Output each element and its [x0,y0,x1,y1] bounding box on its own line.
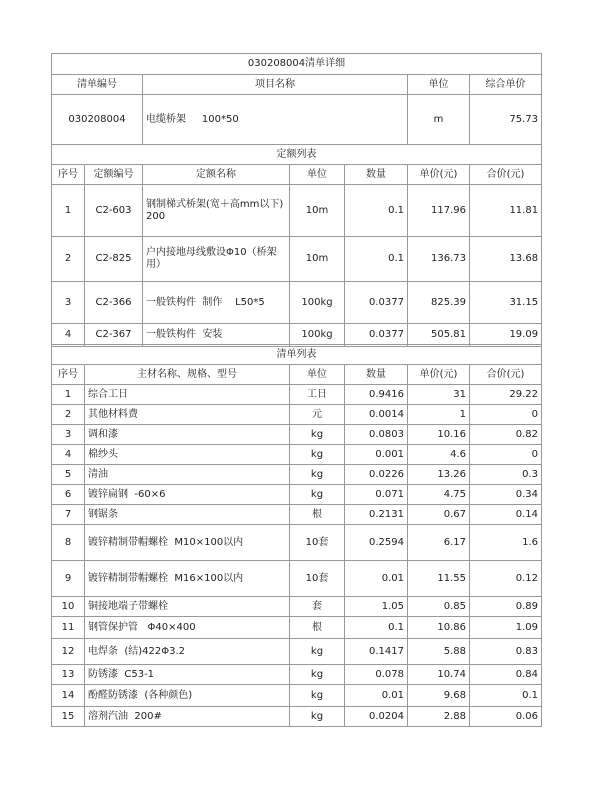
row-unit: kg [290,465,345,485]
row-unit: 10m [290,237,345,282]
row-unit: 100kg [290,324,345,347]
row-name: 酚醛防锈漆 (各种颜色) [85,685,290,707]
row-no: 8 [52,525,85,561]
row-qty: 0.0204 [345,707,408,727]
quota-section-title: 定额列表 [52,145,542,165]
row-no: 2 [52,237,85,282]
row-qty: 0.071 [345,485,408,505]
materials-header-price: 单价(元) [408,365,470,385]
row-name: 防锈漆 C53-1 [85,665,290,685]
row-qty: 0.078 [345,665,408,685]
row-qty: 0.1 [345,617,408,639]
row-name: 综合工日 [85,385,290,405]
row-total: 0 [470,405,542,425]
row-unit: kg [290,425,345,445]
row-price: 5.88 [408,639,470,665]
row-price: 10.16 [408,425,470,445]
row-price: 136.73 [408,237,470,282]
row-qty: 0.0014 [345,405,408,425]
row-unit: kg [290,707,345,727]
item-unit: m [408,95,470,145]
row-unit: 10套 [290,525,345,561]
header-code: 清单编号 [52,75,143,95]
row-no: 1 [52,185,85,237]
row-qty: 0.01 [345,685,408,707]
row-total: 31.15 [470,282,542,324]
quota-header-no: 序号 [52,165,85,185]
row-qty: 0.01 [345,561,408,597]
quota-header-qty: 数量 [345,165,408,185]
row-price: 0.85 [408,597,470,617]
row-unit: kg [290,639,345,665]
quota-header-total: 合价(元) [470,165,542,185]
row-total: 0.1 [470,685,542,707]
row-unit: 套 [290,597,345,617]
row-no: 12 [52,639,85,665]
row-price: 0.67 [408,505,470,525]
row-total: 0.83 [470,639,542,665]
materials-header-unit: 单位 [290,365,345,385]
row-name: 棉纱头 [85,445,290,465]
table-row [52,185,542,237]
row-total: 19.09 [470,324,542,347]
header-name: 项目名称 [143,75,408,95]
row-name: 调和漆 [85,425,290,445]
row-name: 钢管保护管 Φ40×400 [85,617,290,639]
row-qty: 0.1 [345,185,408,237]
table-row [52,639,542,665]
quota-table [51,144,542,347]
row-price: 4.75 [408,485,470,505]
row-total: 0.89 [470,597,542,617]
row-unit: 10套 [290,561,345,597]
materials-header-total: 合价(元) [470,365,542,385]
row-name: 钢制梯式桥架(宽＋高mm以下) 200 [143,185,290,237]
materials-header-qty: 数量 [345,365,408,385]
row-unit: kg [290,665,345,685]
table-row [52,685,542,707]
row-qty: 0.0803 [345,425,408,445]
row-total: 0.14 [470,505,542,525]
item-name: 电缆桥架 100*50 [143,95,408,145]
quota-header-name: 定额名称 [143,165,290,185]
table-row [52,505,542,525]
row-price: 4.6 [408,445,470,465]
row-name: 户内接地母线敷设Φ10（桥架用） [143,237,290,282]
row-qty: 0.001 [345,445,408,465]
row-total: 0.12 [470,561,542,597]
row-no: 10 [52,597,85,617]
row-qty: 0.1 [345,237,408,282]
row-total: 0 [470,445,542,465]
row-price: 31 [408,385,470,405]
row-no: 13 [52,665,85,685]
header-unit: 单位 [408,75,470,95]
item-price: 75.73 [470,95,542,145]
row-unit: 工日 [290,385,345,405]
row-qty: 1.05 [345,597,408,617]
row-name: 一般铁构件 制作 L50*5 [143,282,290,324]
quota-header-code: 定额编号 [85,165,143,185]
row-price: 10.74 [408,665,470,685]
row-price: 1 [408,405,470,425]
item-code: 030208004 [52,95,143,145]
row-price: 10.86 [408,617,470,639]
row-no: 4 [52,324,85,347]
row-qty: 0.9416 [345,385,408,405]
row-qty: 0.2594 [345,525,408,561]
row-price: 117.96 [408,185,470,237]
row-price: 825.39 [408,282,470,324]
row-name: 清油 [85,465,290,485]
item-summary-table [51,53,542,145]
row-name: 一般铁构件 安装 [143,324,290,347]
row-price: 505.81 [408,324,470,347]
table-row [52,385,542,405]
row-price: 11.55 [408,561,470,597]
table-row [52,485,542,505]
row-no: 2 [52,405,85,425]
row-unit: 100kg [290,282,345,324]
table-row [52,282,542,324]
table-row [52,597,542,617]
row-code: C2-366 [85,282,143,324]
row-no: 6 [52,485,85,505]
row-price: 6.17 [408,525,470,561]
row-name: 钢锯条 [85,505,290,525]
materials-section-title: 清单列表 [52,345,542,365]
row-no: 15 [52,707,85,727]
row-unit: kg [290,685,345,707]
row-total: 0.34 [470,485,542,505]
row-total: 0.06 [470,707,542,727]
row-total: 11.81 [470,185,542,237]
materials-table [51,344,542,727]
table-row [52,617,542,639]
row-total: 0.3 [470,465,542,485]
row-code: C2-367 [85,324,143,347]
materials-header-no: 序号 [52,365,85,385]
row-no: 9 [52,561,85,597]
row-name: 镀锌精制带帽螺栓 M10×100以内 [85,525,290,561]
row-qty: 0.2131 [345,505,408,525]
row-price: 2.88 [408,707,470,727]
row-no: 1 [52,385,85,405]
row-no: 3 [52,282,85,324]
row-no: 14 [52,685,85,707]
table-row [52,465,542,485]
table-row [52,405,542,425]
row-qty: 0.0226 [345,465,408,485]
page-title: 030208004清单详细 [52,54,542,75]
table-row [52,525,542,561]
row-total: 1.6 [470,525,542,561]
table-row [52,445,542,465]
row-total: 29.22 [470,385,542,405]
header-price: 综合单价 [470,75,542,95]
row-name: 溶剂汽油 200# [85,707,290,727]
table-row [52,707,542,727]
row-code: C2-603 [85,185,143,237]
table-row [52,561,542,597]
row-total: 13.68 [470,237,542,282]
row-unit: 10m [290,185,345,237]
row-unit: 根 [290,617,345,639]
row-unit: kg [290,445,345,465]
table-row [52,425,542,445]
row-qty: 0.1417 [345,639,408,665]
row-name: 镀锌扁钢 -60×6 [85,485,290,505]
row-no: 5 [52,465,85,485]
table-row [52,237,542,282]
row-no: 4 [52,445,85,465]
row-unit: 元 [290,405,345,425]
row-price: 9.68 [408,685,470,707]
row-total: 1.09 [470,617,542,639]
quota-header-unit: 单位 [290,165,345,185]
row-total: 0.82 [470,425,542,445]
row-name: 电焊条 (结)422Φ3.2 [85,639,290,665]
row-qty: 0.0377 [345,282,408,324]
row-unit: kg [290,485,345,505]
row-price: 13.26 [408,465,470,485]
row-name: 其他材料费 [85,405,290,425]
row-no: 11 [52,617,85,639]
materials-header-name: 主材名称、规格、型号 [85,365,290,385]
row-no: 7 [52,505,85,525]
row-total: 0.84 [470,665,542,685]
table-row [52,665,542,685]
row-name: 镀锌精制带帽螺栓 M16×100以内 [85,561,290,597]
row-name: 铜接地端子带螺栓 [85,597,290,617]
row-code: C2-825 [85,237,143,282]
row-unit: 根 [290,505,345,525]
row-no: 3 [52,425,85,445]
row-qty: 0.0377 [345,324,408,347]
quota-header-price: 单价(元) [408,165,470,185]
